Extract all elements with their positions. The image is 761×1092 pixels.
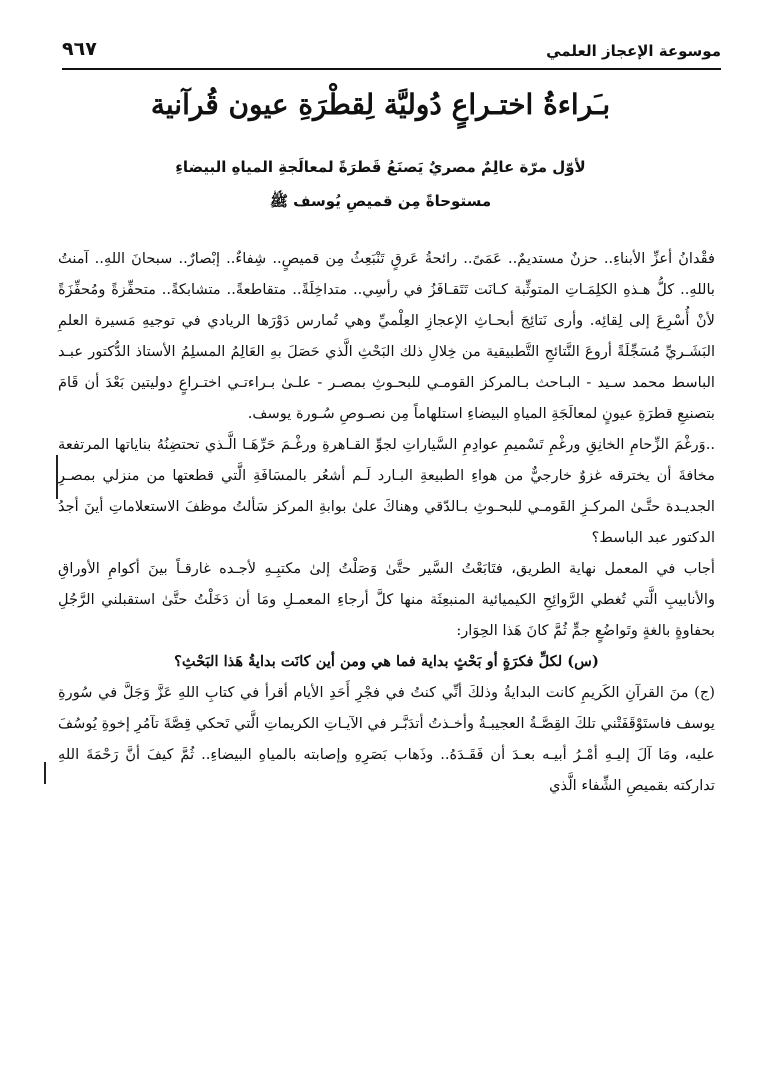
article-body [58, 243, 715, 801]
interview-question: (س) لكلِّ فكرَةٍ أو بَحْثٍ بداية فما هي ومن أين كانَت بدايةُ هَذا البَحْثِ؟ [174, 653, 599, 670]
paragraph-lab: أجاب في المعمل نهاية الطريق، فتَابَعْتُ السَّير حتَّىٰ وَصَلْتُ إلىٰ مكتبِـهِ لأجـده غارقـاً بينَ أكوامِ الأوراقِ والأنابيبِ الَّتي تُغطي الرَّوائِحِ الكيميائية المنبعِثَة منها كلَّ أرجاءِ المعمـلِ ومَا أن دَخَلْتُ حتَّىٰ استقبلني الرَّجُلِ بحفاوةٍ بالغةٍ وتَواضُعٍ جمٍّ ثُمَّ كانَ هَذا الحِوَار: [58, 560, 715, 639]
article-subtitle-line-2: مستوحاةً مِن قميصِ يُوسف ﷺ [269, 192, 492, 210]
interview-answer: (ج) منَ القرآنِ الكَريمِ كانت البدايةُ وذلكَ أنِّي كنتُ في فجْرِ أَحَدِ الأيام أقرأ في كتابِ اللهِ عَزَّ وَجَلَّ في سُورةِ يوسف فاستَوْقَفَتْني تلكَ القِصَّـةُ العجيبـةُ وأخـذتُ أتدَبَّـر في الآيـاتِ الكريماتِ الَّتي تَحكي قِصَّةَ تآمُرِ إخوةِ يُوسُفَ عليه، ومَا آلَ إليـهِ أمْـرُ أبيـه بعـدَ أن فَقَـدَهُ.. وذَهاب بَصَرِهِ وإصابته بالمياهِ البيضاءِ.. ثُمَّ كيفَ أنَّ رَحْمَةَ اللهِ تداركته بقميصِ الشِّفاء الَّذي [58, 684, 715, 794]
paragraph-intro: فقْدانُ أعزِّ الأبناءِ.. حزنٌ مستديمٌ.. عَمَىً.. رائحةُ عَرقٍ تَنْبَعِثُ مِن قميصٍ.. شِفاءٌ.. إبْصارٌ.. سبحانَ اللهِ.. آمنتُ باللهِ.. كلُّ هـذهِ الكلِمَـاتِ المتوثِّبة كـانَت تَتَقـافَزُ في رأسِي.. متداخِلَةً.. متقاطعةً.. متشابكةً.. متحفِّزةً ومُحفِّزَةً لأنْ أُسْرِعَ إلى لِقائِه. وأرى نَتائِجَ أبحـاثِ الإعجازِ العِلْميِّ وهي تُمارس دَوْرَها الريادي في توجيهِ مَسيرة العلمِ البَشَـريِّ مُسَجِّلَةً أروعَ النَّتائجِ التَّطبيقية من خِلالِ ذلك البَحْثِ الَّذي حَصَلَ بهِ العَالِمُ المسلِمُ الأستاذ الدُّكتور عبـد الباسط محمد سـيد - البـاحث بـالمركز القومـي للبحـوثِ بمصـر - علـىٰ بـراءتـي اختـراعٍ دوليتين بَعْدَ أن قَامَ بتصنيعِ قطرَةِ عيونٍ لمعالَجَةِ المياهِ البيضاءِ استلهاماً مِن نصـوصِ سُـورة يوسف. [58, 250, 715, 422]
margin-mark [44, 762, 46, 784]
paragraph-journey: ..وَرغْمَ الزِّحامِ الخانِقِ ورغْمِ تَسْميمِ عوادِمِ السَّياراتِ لجوِّ القـاهرةِ ورغْـمَ حَرِّهَـا الَّـذي تحتضِنُهُ بناياتها المرتفعة مخافةَ أن يخترقه غزوٌ خارجيٌّ من هواءِ الطبيعةِ البـارد لَـم أشعُر بالمسَافَةِ الَّتي قطعتها من منزلي بمصـرِ الجديـدة حتَّـىٰ المركـزِ القَومـي للبحـوثِ بـالدّقي وهناكَ علىٰ بوابةِ المركز سَألتُ موظفَ الاستعلاماتِ أينَ أجدُ الدكتور عبد الباسط؟ [58, 436, 715, 546]
article-title: بـَراءةُ اختـراعٍ دُوليَّة لِقطْرَةِ عيون قُرآنية [150, 88, 611, 121]
running-title: موسوعة الإعجاز العلمي [546, 42, 721, 60]
article-subtitle-line-1: لأوّل مرّة عالِمٌ مصريٌ يَصنَعُ قَطرَةً لمعالَجةِ المياهِ البيضاءِ [175, 158, 586, 176]
running-header [62, 38, 721, 70]
margin-mark [56, 455, 58, 499]
page-number: ٩٦٧ [62, 38, 97, 60]
